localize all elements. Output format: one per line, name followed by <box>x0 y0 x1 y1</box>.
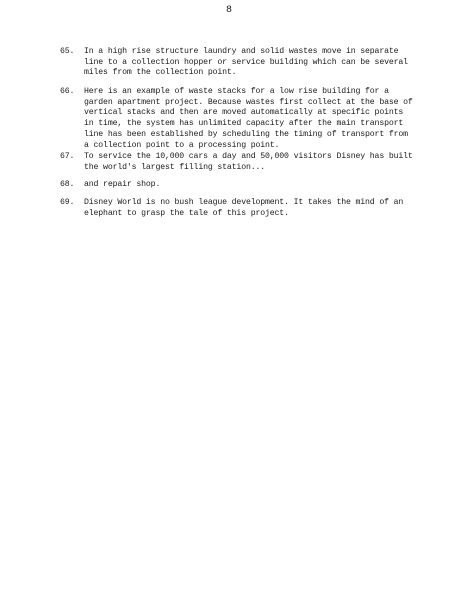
text-line: in time, the system has unlimited capacity after the main transport <box>84 119 404 129</box>
list-item <box>60 47 440 79</box>
text-line: the world's largest filling station... <box>84 162 266 172</box>
text-line: garden apartment project. Because wastes first collect at the base of <box>84 97 413 107</box>
text-line: elephant to grasp the tale of this project. <box>84 208 289 218</box>
text-line: To service the 10,000 cars a day and 50,000 visitors Disney has built <box>84 152 413 161</box>
item-text <box>84 87 440 151</box>
item-number: 65. <box>60 47 75 56</box>
text-line: In a high rise structure laundry and solid wastes move in separate <box>84 47 399 56</box>
list-item <box>60 152 440 173</box>
text-line: miles from the collection point. <box>84 68 237 78</box>
text-line: a collection point to a processing point. <box>84 140 280 150</box>
item-number: 66. <box>60 87 75 96</box>
text-line: line to a collection hopper or service building which can be several <box>84 57 408 67</box>
item-number: 67. <box>60 152 75 161</box>
page-number: 8 <box>226 5 233 16</box>
item-number: 68. <box>60 180 75 189</box>
list-item <box>60 87 440 151</box>
item-number: 69. <box>60 198 75 207</box>
item-text <box>84 198 440 219</box>
text-line: line has been established by scheduling the timing of transport from <box>84 129 408 139</box>
list-item <box>60 198 440 219</box>
item-text <box>84 152 440 173</box>
list-item <box>60 180 440 191</box>
item-text <box>84 47 440 79</box>
item-text <box>84 180 440 191</box>
text-line: and repair shop. <box>84 180 161 189</box>
text-line: Here is an example of waste stacks for a low rise building for a <box>84 87 389 96</box>
text-line: Disney World is no bush league development. It takes the mind of an <box>84 198 404 207</box>
text-line: vertical stacks and then are moved automatically at specific points <box>84 108 404 118</box>
